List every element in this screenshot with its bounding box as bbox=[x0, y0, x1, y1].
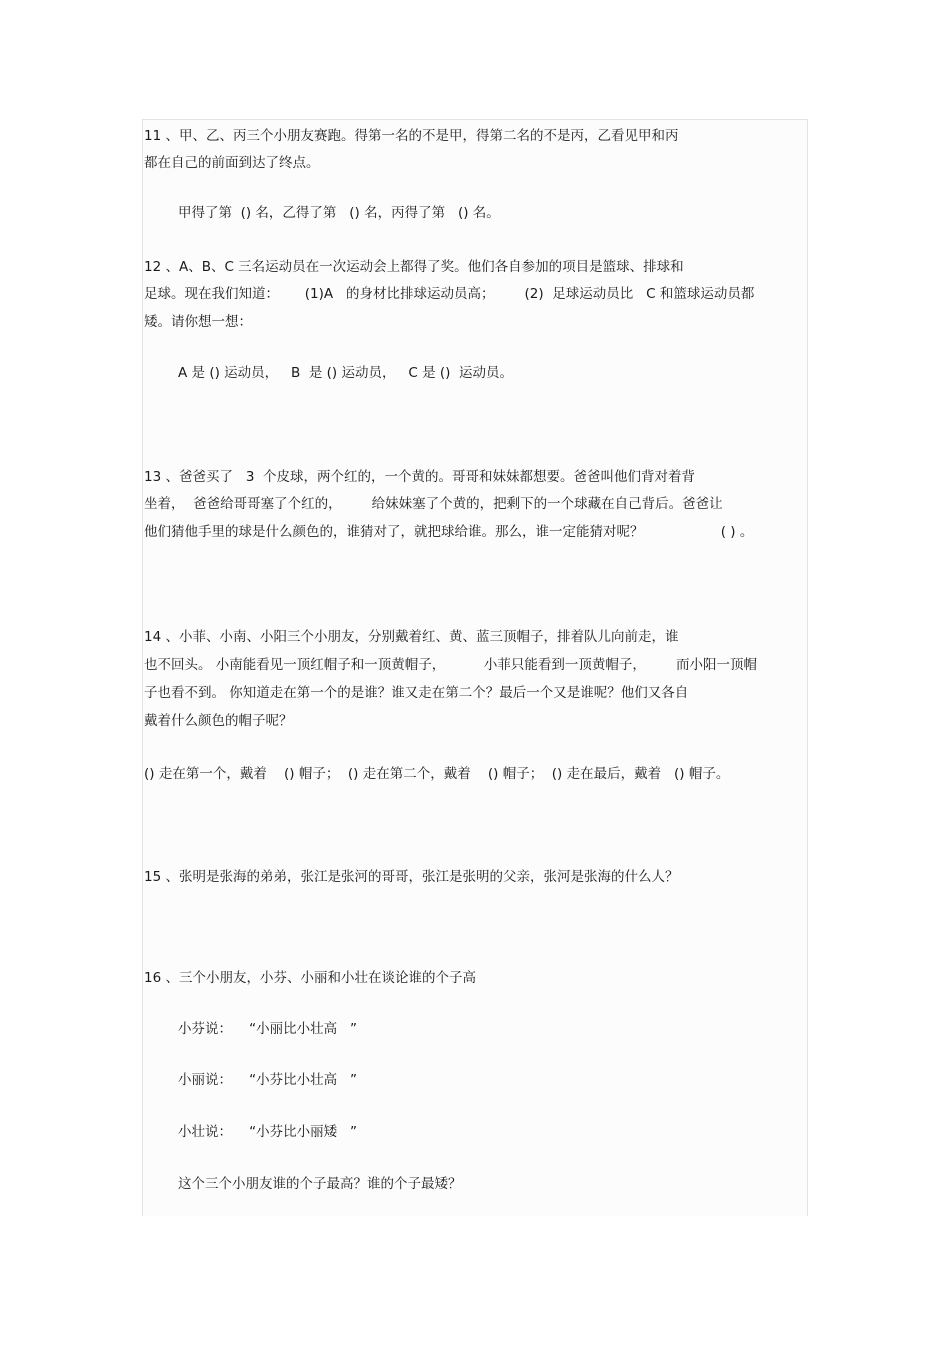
problem-11-answer-line: 甲得了第 () 名，乙得了第 () 名，丙得了第 () 名。 bbox=[178, 205, 500, 221]
problem-12-line-2: 足球。现在我们知道： (1)A 的身材比排球运动员高； (2) 足球运动员比 C 和篮球运动员都 bbox=[144, 286, 755, 302]
problem-12-line-1: 12 、A、B、C 三名运动员在一次运动会上都得了奖。他们各自参加的项目是篮球、排球和 bbox=[144, 259, 684, 275]
problem-16-question: 这个三个小朋友谁的个子最高？谁的个子最矮？ bbox=[178, 1176, 462, 1192]
problem-13-line-3: 他们猜他手里的球是什么颜色的，谁猜对了，就把球给谁。那么，谁一定能猜对呢？ ( ) 。 bbox=[144, 524, 754, 540]
problem-12-line-3: 矮。请你想一想： bbox=[144, 314, 252, 330]
problem-16-statement-3: 小壮说： “小芬比小丽矮 ” bbox=[178, 1124, 358, 1140]
problem-14-answer-line: () 走在第一个，戴着 () 帽子； () 走在第二个，戴着 () 帽子； () 走在最后，戴着 () 帽子。 bbox=[144, 766, 730, 782]
problem-11-line-1: 11 、甲、乙、丙三个小朋友赛跑。得第一名的不是甲，得第二名的不是丙，乙看见甲和丙 bbox=[144, 128, 679, 144]
problem-13-line-2: 坐着， 爸爸给哥哥塞了个红的， 给妹妹塞了个黄的，把剩下的一个球藏在自己背后。爸爸让 bbox=[144, 496, 723, 512]
problem-15-line-1: 15 、张明是张海的弟弟，张江是张河的哥哥，张江是张明的父亲，张河是张海的什么人？ bbox=[144, 869, 679, 885]
problem-14-line-3: 子也看不到。 你知道走在第一个的是谁？谁又走在第二个？最后一个又是谁呢？他们又各自 bbox=[144, 685, 689, 701]
problem-12-answer-line: A 是 () 运动员， B 是 () 运动员， C 是 () 运动员。 bbox=[178, 365, 513, 381]
problem-16-statement-1: 小芬说： “小丽比小壮高 ” bbox=[178, 1021, 358, 1037]
problem-14-line-1: 14 、小菲、小南、小阳三个小朋友，分别戴着红、黄、蓝三顶帽子，排着队儿向前走，谁 bbox=[144, 629, 679, 645]
problem-14-line-4: 戴着什么颜色的帽子呢？ bbox=[144, 713, 293, 729]
problem-16-statement-2: 小丽说： “小芬比小壮高 ” bbox=[178, 1072, 358, 1088]
problem-13-line-1: 13 、爸爸买了 3 个皮球，两个红的，一个黄的。哥哥和妹妹都想要。爸爸叫他们背对着背 bbox=[144, 469, 696, 485]
problem-14-line-2: 也不回头。 小南能看见一顶红帽子和一顶黄帽子， 小菲只能看到一顶黄帽子， 而小阳一顶帽 bbox=[144, 657, 757, 673]
problem-16-line-1: 16 、三个小朋友，小芬、小丽和小壮在谈论谁的个子高 bbox=[144, 970, 476, 986]
problem-11-line-2: 都在自己的前面到达了终点。 bbox=[144, 155, 320, 171]
